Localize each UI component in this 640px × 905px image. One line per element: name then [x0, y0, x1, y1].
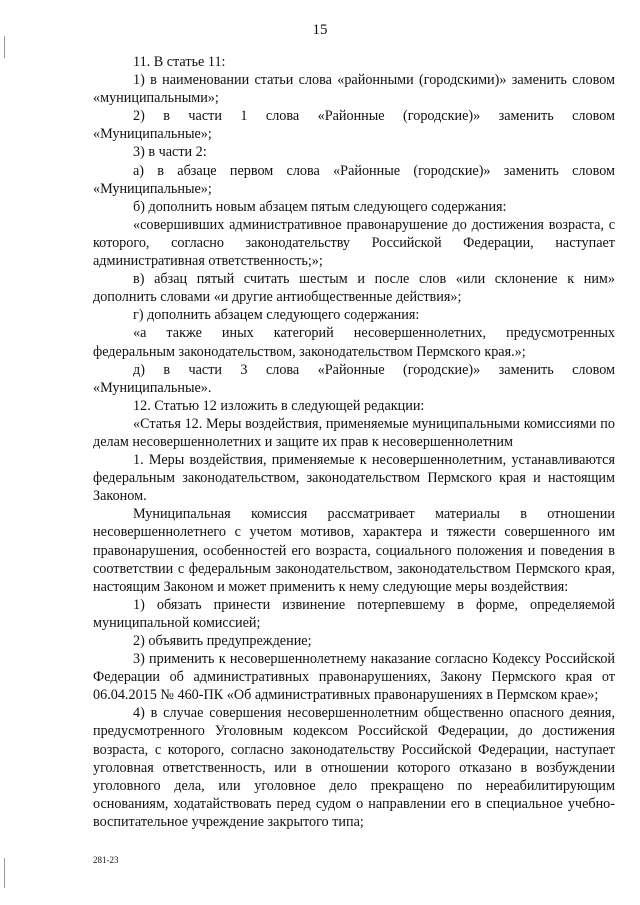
measure-4: 4) в случае совершения несовершеннолетним общественно опасного деяния, предусмотренного Уголовным кодексом Российской Федерации, до достижения возраста, с которого, согласно законодательству Российской Федерации, наступает уголовная ответственность, или в отношении которого отказано в возбуждении уголовного дела, или уголовное дело прекращено по нереабилитирующим основаниям, ходатайствовать перед судом о направлении его в специальное учебно-воспитательное учреждение закрытого типа; — [93, 705, 615, 830]
paragraph-11-3-g: г) дополнить абзацем следующего содержания: — [133, 307, 420, 324]
document-body — [93, 53, 615, 831]
paragraph-11-3-b-quote: «совершивших административное правонарушение до достижения возраста, с которого, согласно законодательству Российской Федерации, наступает административная ответственность;»; — [93, 216, 615, 270]
measure-1: 1) обязать принести извинение потерпевшему в форме, определяемой муниципальной комиссией; — [93, 596, 615, 631]
paragraph-11-3-a: а) в абзаце первом слова «Районные (городские)» заменить словом «Муниципальные»; — [93, 162, 615, 197]
measure-2: 2) объявить предупреждение; — [133, 633, 312, 649]
paragraph-11-3-b: б) дополнить новым абзацем пятым следующего содержания: — [133, 198, 507, 215]
article-12-commission-paragraph: Муниципальная комиссия рассматривает материалы в отношении несовершеннолетнего с учетом мотивов, характера и тяжести совершенного им правонарушения, особенностей его возраста, социального положения и поведения в соответствии с федеральным законодательством, законодательством Пермского края, настоящим Законом и может применить к нему следующие меры воздействия: — [93, 506, 615, 595]
page-number: 15 — [312, 22, 328, 38]
paragraph-11-3: 3) в части 2: — [133, 144, 207, 161]
paragraph-11-3-v: в) абзац пятый считать шестым и после слов «или склонение к ним» дополнить словами «и другие антиобщественные действия»; — [93, 271, 615, 306]
scan-edge-mark-bottom — [4, 858, 5, 888]
paragraph-item-12: 12. Статью 12 изложить в следующей редакции: — [133, 397, 425, 414]
paragraph-11-3-g-quote: «а также иных категорий несовершеннолетних, предусмотренных федеральным законодательством, законодательством Пермского края.»; — [93, 325, 615, 360]
measure-3: 3) применить к несовершеннолетнему наказание согласно Кодексу Российской Федерации об административных правонарушениях, Закону Пермского края от 06.04.2015 № 460-ПК «Об административных правонарушениях в Пермском крае»; — [93, 651, 615, 704]
paragraph-11-2: 2) в части 1 слова «Районные (городские)» заменить словом «Муниципальные»; — [93, 108, 615, 143]
paragraph-11-1: 1) в наименовании статьи слова «районными (городскими)» заменить словом «муниципальными»; — [93, 72, 615, 107]
article-12-part-1: 1. Меры воздействия, применяемые к несовершеннолетним, устанавливаются федеральным законодательством, законодательством Пермского края и настоящим Законом. — [93, 452, 615, 505]
document-code: 281-23 — [93, 855, 119, 865]
paragraph-11-3-d: д) в части 3 слова «Районные (городские)» заменить словом «Муниципальные». — [93, 361, 615, 396]
scan-edge-mark-top — [4, 36, 5, 58]
paragraph-item-11: 11. В статье 11: — [133, 54, 226, 70]
article-12-heading: «Статья 12. Меры воздействия, применяемые муниципальными комиссиями по делам несовершеннолетних и защите их прав к несовершеннолетним — [93, 415, 615, 450]
